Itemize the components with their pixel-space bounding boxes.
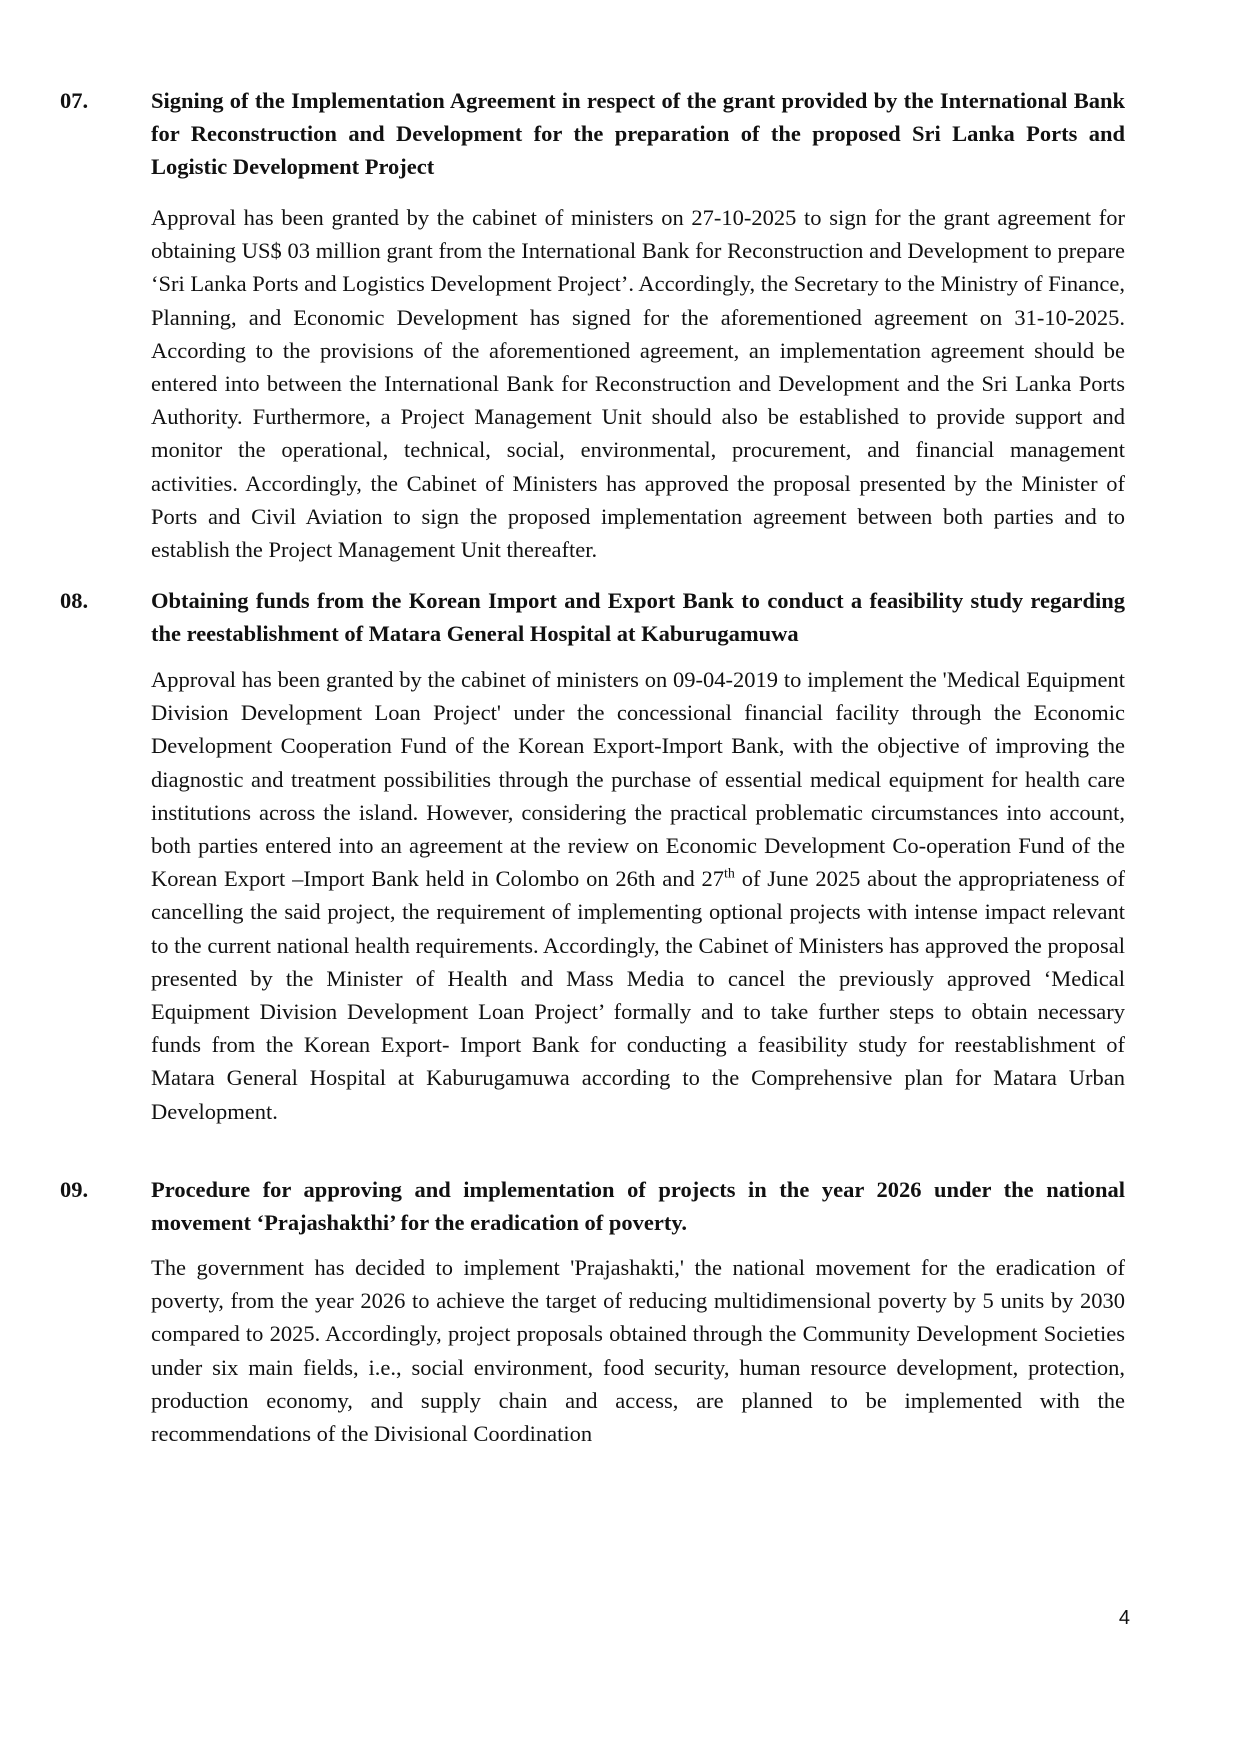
section-heading: Obtaining funds from the Korean Import and Export Bank to conduct a feasibility study regarding the reestablishment of Matara General Hospital at Kaburugamuwa — [151, 588, 1125, 646]
section-body — [151, 663, 1125, 1128]
page-number: 4 — [1118, 1607, 1130, 1629]
body-text-part-2: of June 2025 about the appropriateness of cancelling the said project, the requirement of implementing optional projects with intense impact relevant to the current national health requirements. Accordingly, the Cabinet of Ministers has approved the proposal presented by the Minister of Health and Mass Media to cancel the previously approved ‘Medical Equipment Division Development Loan Project’ formally and to take further steps to obtain necessary funds from the Korean Export- Import Bank for conducting a feasibility study for reestablishment of Matara General Hospital at Kaburugamuwa according to the Comprehensive plan for Matara Urban Development. — [151, 866, 1125, 1124]
section-number: 07. — [60, 88, 89, 113]
section-heading: Procedure for approving and implementation of projects in the year 2026 under the national movement ‘Prajashakthi’ for the eradication of poverty. — [151, 1177, 1125, 1235]
ordinal-superscript: th — [724, 866, 735, 882]
section-heading: Signing of the Implementation Agreement in respect of the grant provided by the International Bank for Reconstruction and Development for the preparation of the proposed Sri Lanka Ports and Logistic Development Project — [151, 88, 1125, 179]
body-text-part-1: Approval has been granted by the cabinet of ministers on 09-04-2019 to implement the 'Medical Equipment Division Development Loan Project' under the concessional financial facility through the Economic Development Cooperation Fund of the Korean Export-Import Bank, with the objective of improving the diagnostic and treatment possibilities through the purchase of essential medical equipment for health care institutions across the island. However, considering the practical problematic circumstances into account, both parties entered into an agreement at the review on Economic Development Co-operation Fund of the Korean Export –Import Bank held in Colombo on 26th and 27 — [151, 667, 1125, 892]
section-number: 08. — [60, 588, 89, 613]
section-body: The government has decided to implement 'Prajashakti,' the national movement for the eradication of poverty, from the year 2026 to achieve the target of reducing multidimensional poverty by 5 units by 2030 compared to 2025. Accordingly, project proposals obtained through the Community Development Societies under six main fields, i.e., social environment, food security, human resource development, protection, production economy, and supply chain and access, are planned to be implemented with the recommendations of the Divisional Coordination — [151, 1255, 1125, 1447]
section-body: Approval has been granted by the cabinet of ministers on 27-10-2025 to sign for the grant agreement for obtaining US$ 03 million grant from the International Bank for Reconstruction and Development to prepare ‘Sri Lanka Ports and Logistics Development Project’. Accordingly, the Secretary to the Ministry of Finance, Planning, and Economic Development has signed for the aforementioned agreement on 31-10-2025. According to the provisions of the aforementioned agreement, an implementation agreement should be entered into between the International Bank for Reconstruction and Development and the Sri Lanka Ports Authority. Furthermore, a Project Management Unit should also be established to provide support and monitor the operational, technical, social, environmental, procurement, and financial management activities. Accordingly, the Cabinet of Ministers has approved the proposal presented by the Minister of Ports and Civil Aviation to sign the proposed implementation agreement between both parties and to establish the Project Management Unit thereafter. — [151, 205, 1125, 563]
section-number: 09. — [60, 1177, 89, 1202]
